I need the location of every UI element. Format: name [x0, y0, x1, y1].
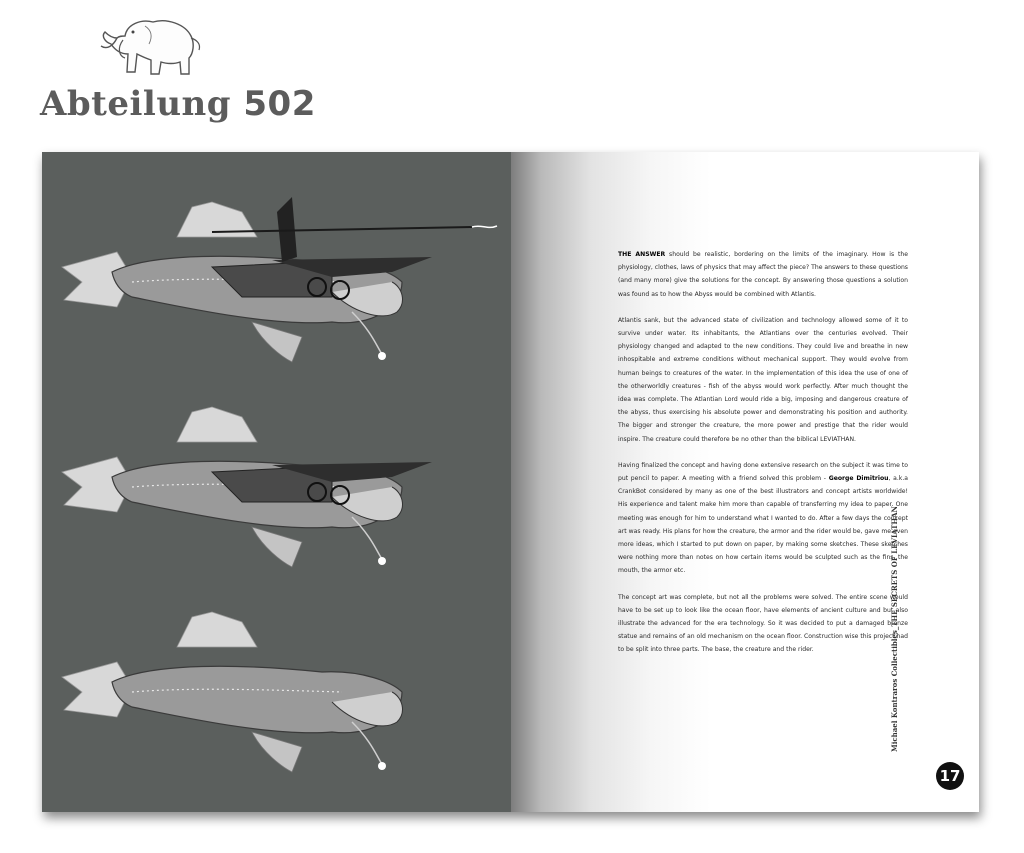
paragraph-text: should be realistic, bordering on the limits of the imaginary. How is the physiology, clothes, laws of physics that may affect the piece? The answers to these questions (and many more) give the solutions for the concept. By answering those questions a solution was found as to how the Abyss would be combined with Atlantis. — [618, 251, 908, 298]
brand-word: Abteilung — [40, 84, 232, 124]
paragraph-text: Having finalized the concept and having done extensive research on the subject it was time to put pencil to paper. A meeting with a friend solved this problem - — [618, 461, 908, 483]
brand-logo — [40, 14, 316, 129]
article-paragraph — [618, 248, 908, 301]
paragraph-lead: THE ANSWER — [618, 251, 666, 258]
brand-name — [40, 84, 316, 124]
brand-number: 502 — [243, 84, 316, 124]
mammoth-icon — [95, 14, 205, 80]
right-page — [511, 152, 979, 812]
paragraph-text: , a.k.a CrankBot considered by many as one of the best illustrators and concept artists worldwide! His experience and talent make him more than capable of transferring my idea to paper. One meeting was enough for him to understand what I wanted to do. After a few days the concept art was ready. His plans for how the creature, the armor and the rider would be, gave me even more ideas, which I started to put down on paper, by making some sketches. These sketches were nothing more than notes on how certain items would be sculpted such as the fins, the mouth, the armor etc. — [618, 475, 908, 575]
left-page — [42, 152, 511, 812]
page-number-badge: 17 — [936, 762, 964, 790]
anglerfish-armored-illustration — [42, 387, 511, 587]
magazine-spread — [42, 152, 979, 812]
running-title: Michael Kontraros Collectibles_THE SECRETS OF LEVIATHAN — [890, 506, 899, 752]
article-body — [618, 248, 908, 670]
article-paragraph: Atlantis sank, but the advanced state of civilization and technology allowed some of it to survive under water. Its inhabitants, the Atlantians over the centuries evolved. Their physiology changed and adapted to the new conditions. They could live and breathe in new inhospitable and extreme conditions without mechanical support. They would evolve from human beings to creatures of the water. In the implementation of this idea the use of one of the otherworldly creatures - fish of the abyss would work perfectly. After much thought the idea was complete. The Atlantian Lord would ride a big, imposing and dangerous creature of the abyss, thus exercising his absolute power and demonstrating his position and authority. The bigger and stronger the creature, the more power and prestige that the rider would inspire. The creature could therefore be no other than the biblical LEVIATHAN. — [618, 316, 908, 443]
article-paragraph: The concept art was complete, but not all the problems were solved. The entire scene would have to be set up to look like the ocean floor, have elements of ancient culture and but also illustrate the advanced for the era technology. So it was decided to put a damaged bronze statue and remains of an old mechanism on the ocean floor. Construction wise this project had to be split into three parts. The base, the creature and the rider. — [618, 593, 908, 654]
anglerfish-with-rider-illustration — [42, 182, 511, 382]
article-paragraph — [618, 459, 908, 578]
artist-name: George Dimitriou — [828, 475, 889, 483]
anglerfish-bare-illustration — [42, 592, 511, 792]
